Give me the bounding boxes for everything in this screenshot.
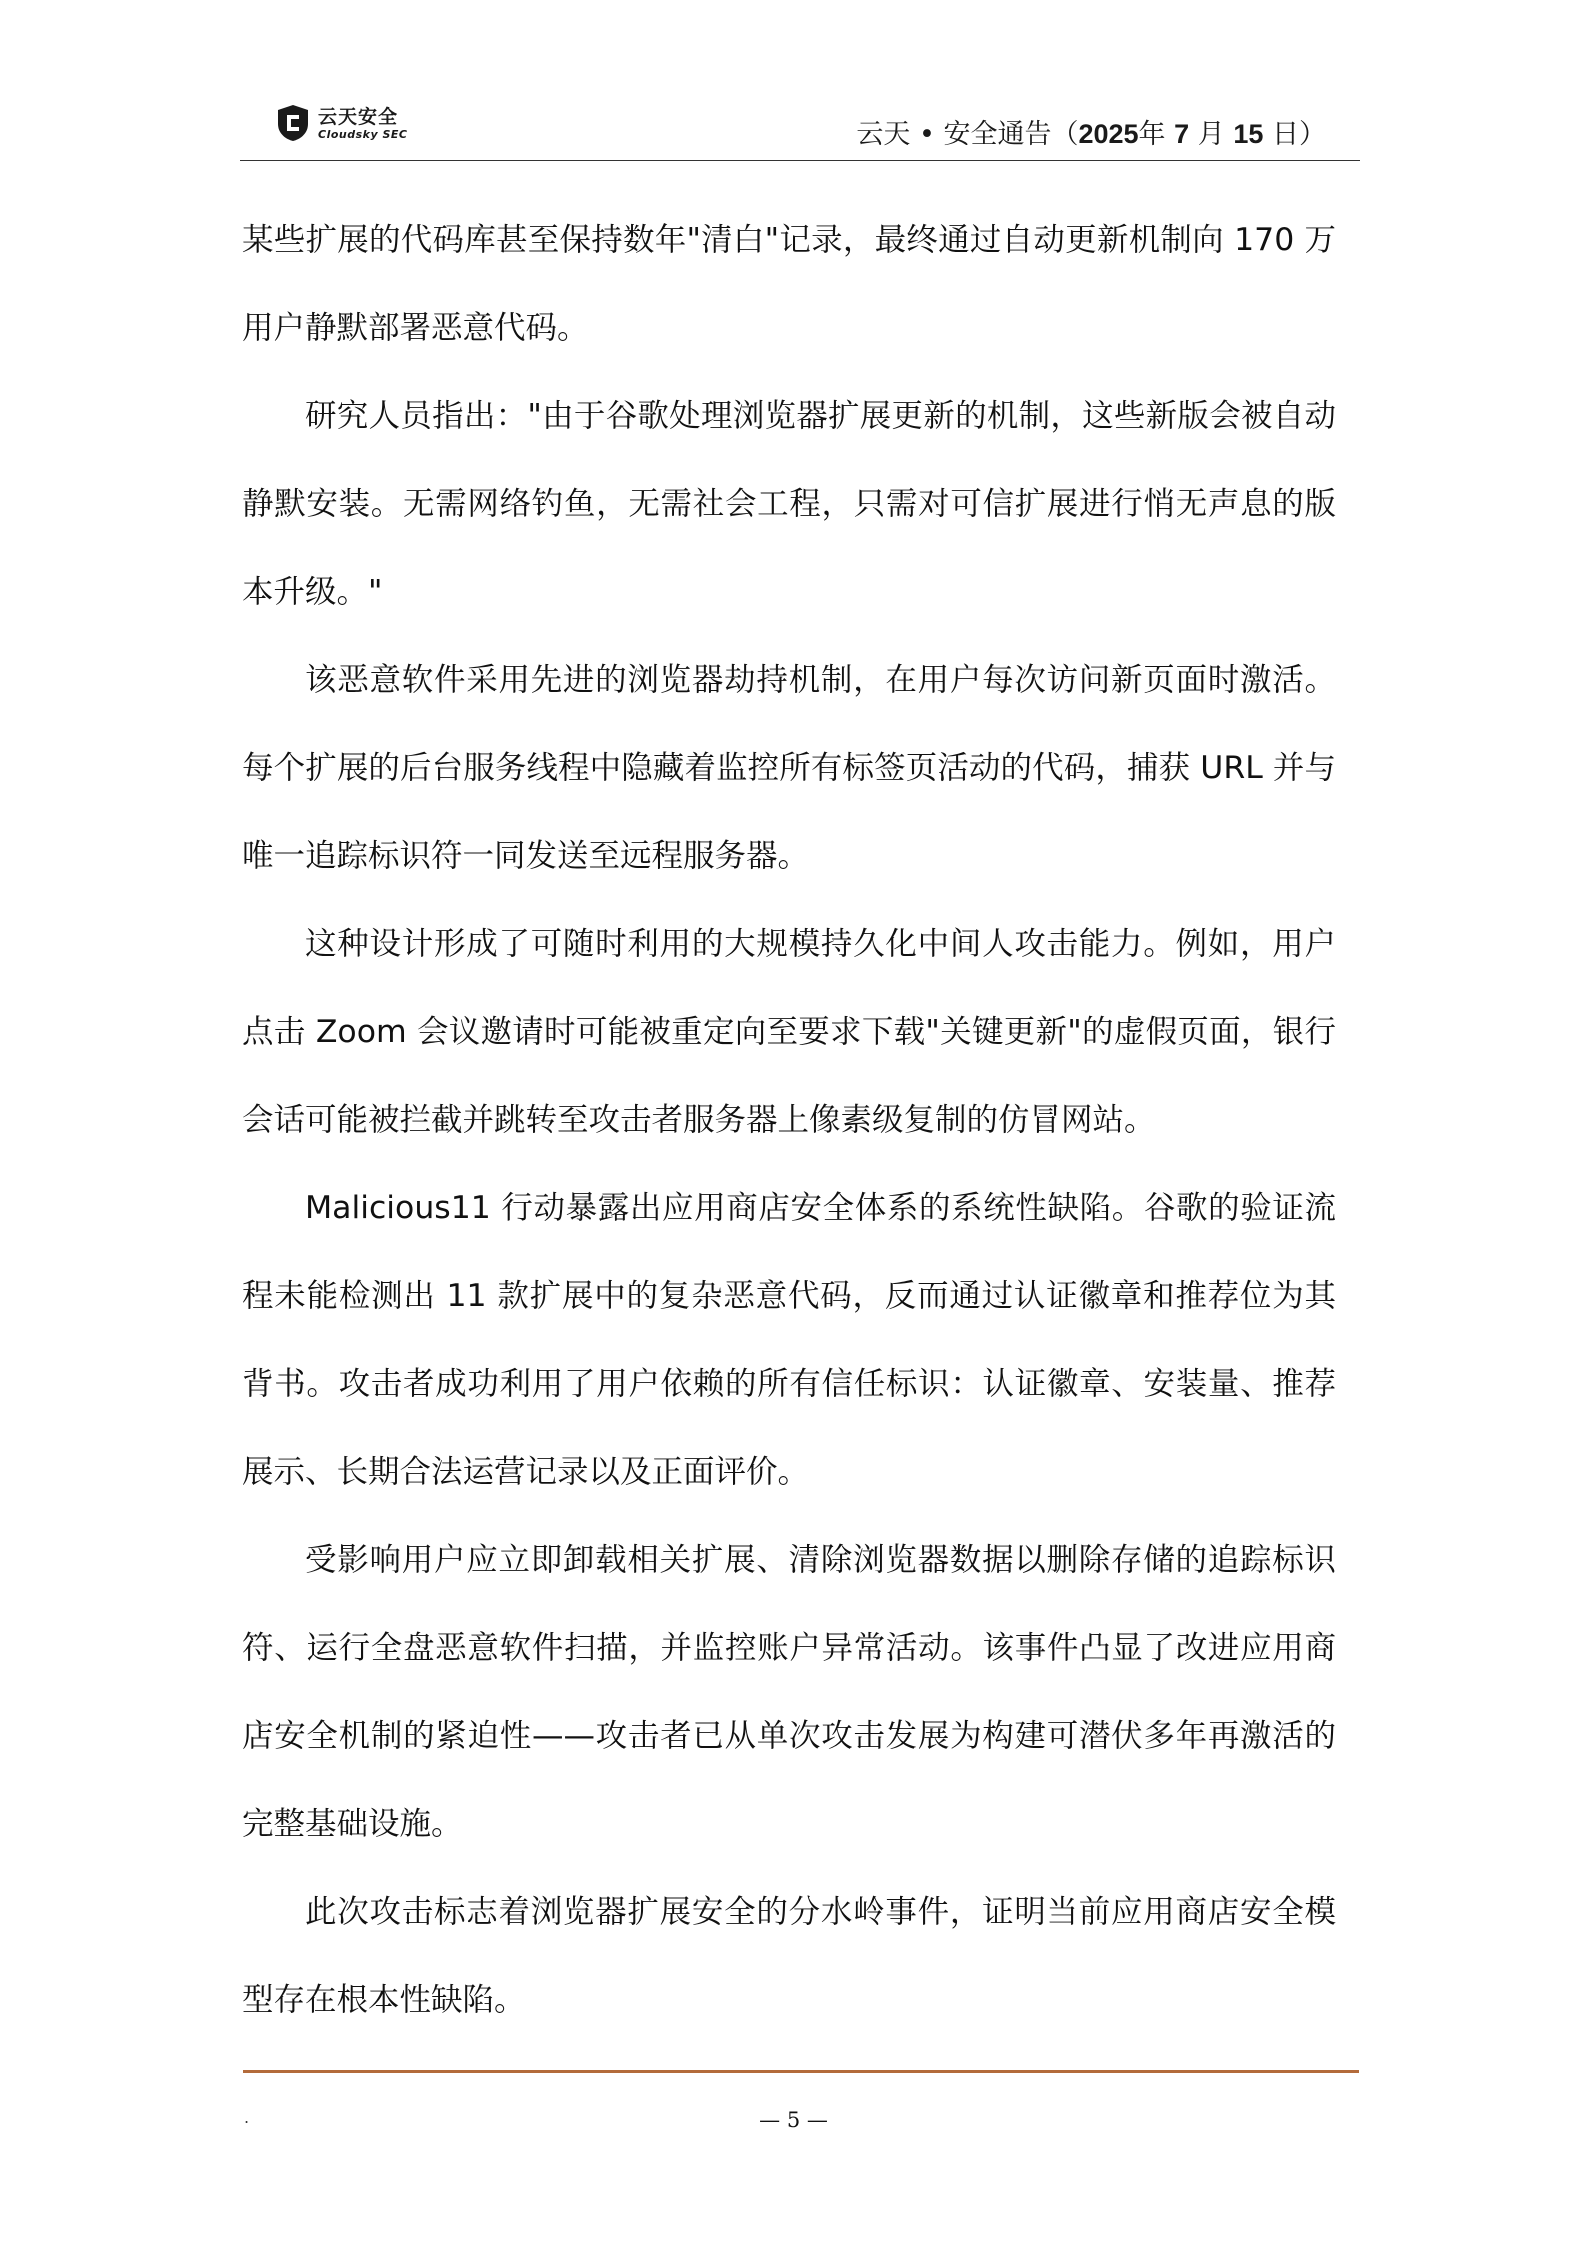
paragraph-3: 该恶意软件采用先进的浏览器劫持机制，在用户每次访问新页面时激活。每个扩展的后台服务线程中隐藏着监控所有标签页活动的代码，捕获 URL 并与唯一追踪标识符一同发送至远程服务器。 — [242, 662, 1336, 874]
bulletin-title — [856, 112, 1326, 151]
paragraph-7: 此次攻击标志着浏览器扩展安全的分水岭事件，证明当前应用商店安全模型存在根本性缺陷。 — [242, 1894, 1336, 2018]
paragraph-5: Malicious11 行动暴露出应用商店安全体系的系统性缺陷。谷歌的验证流程未能检测出 11 款扩展中的复杂恶意代码，反而通过认证徽章和推荐位为其背书。攻击者成功利用了用户依赖的所有信任标识：认证徽章、安装量、推荐展示、长期合法运营记录以及正面评价。 — [242, 1190, 1336, 1490]
paragraph-2: 研究人员指出："由于谷歌处理浏览器扩展更新的机制，这些新版会被自动静默安装。无需网络钓鱼，无需社会工程，只需对可信扩展进行悄无声息的版本升级。" — [242, 398, 1336, 610]
paragraph-4: 这种设计形成了可随时利用的大规模持久化中间人攻击能力。例如，用户点击 Zoom 会议邀请时可能被重定向至要求下载"关键更新"的虚假页面，银行会话可能被拦截并跳转至攻击者服务器上像素级复制的仿冒网站。 — [242, 926, 1336, 1138]
paragraph-1: 某些扩展的代码库甚至保持数年"清白"记录，最终通过自动更新机制向 170 万用户静默部署恶意代码。 — [242, 222, 1336, 346]
bulletin-day: 15 — [1233, 119, 1264, 149]
bulletin-year-unit: 年 — [1138, 119, 1166, 150]
shield-c-logo-icon — [276, 104, 310, 142]
paragraph-6: 受影响用户应立即卸载相关扩展、清除浏览器数据以删除存储的追踪标识符、运行全盘恶意软件扫描，并监控账户异常活动。该事件凸显了改进应用商店安全机制的紧迫性——攻击者已从单次攻击发展为构建可潜伏多年再激活的完整基础设施。 — [242, 1542, 1336, 1842]
company-logo — [276, 100, 407, 146]
footer-dot: . — [244, 2108, 250, 2127]
bulletin-day-unit: 日） — [1272, 119, 1326, 150]
logo-english-name: Cloudsky SEC — [318, 127, 408, 141]
page-number: — 5 — — [759, 2108, 828, 2132]
logo-chinese-name: 云天安全 — [318, 105, 399, 128]
bulletin-month: 7 — [1174, 119, 1190, 149]
bulletin-year: 2025 — [1078, 119, 1139, 149]
bulletin-title-prefix: 云天 • 安全通告（ — [856, 119, 1079, 150]
footer-divider — [243, 2070, 1359, 2073]
bulletin-month-unit: 月 — [1197, 119, 1225, 150]
article-body — [242, 196, 1336, 2044]
page-header — [240, 92, 1360, 161]
